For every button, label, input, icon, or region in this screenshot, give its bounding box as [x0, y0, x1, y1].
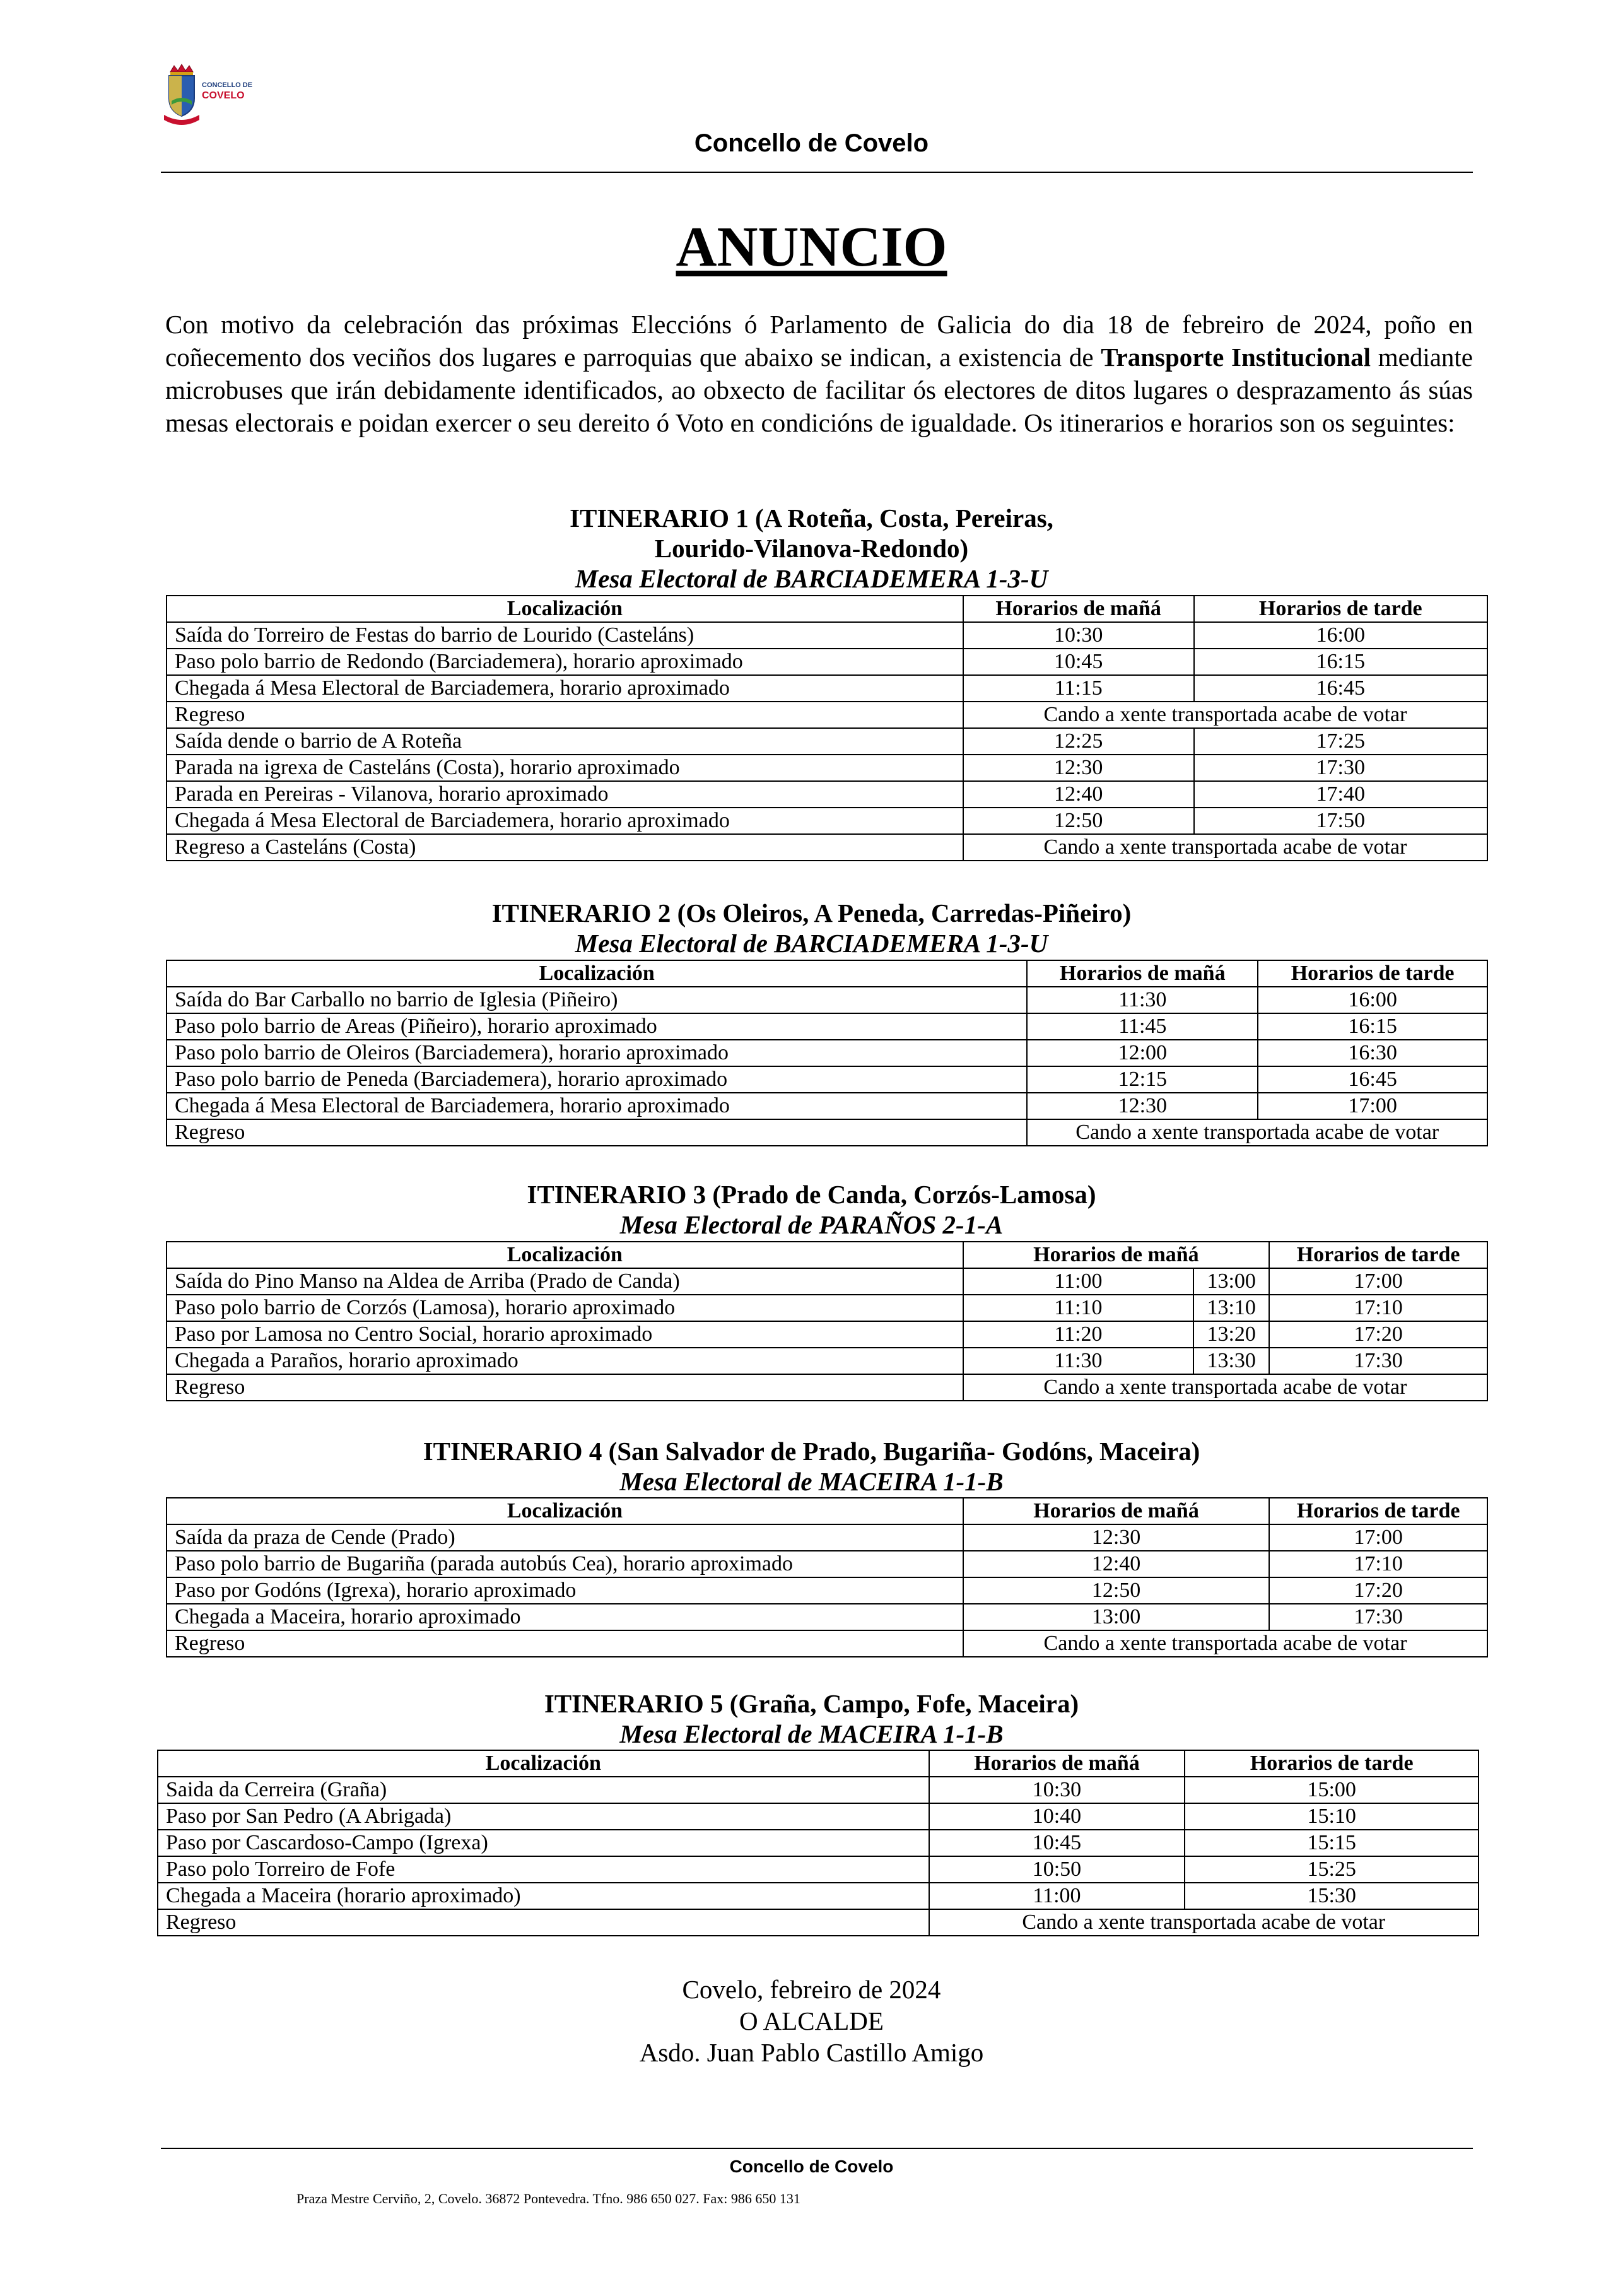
- col-header-location: Localización: [167, 1498, 963, 1524]
- location-cell: Paso por Cascardoso-Campo (Igrexa): [158, 1830, 929, 1856]
- location-cell: Chegada á Mesa Electoral de Barciademera, horario aproximado: [167, 1093, 1027, 1119]
- itinerary-2-title: ITINERARIO 2 (Os Oleiros, A Peneda, Carredas-Piñeiro): [491, 898, 1132, 927]
- itinerary-5-table: [157, 1750, 1479, 1936]
- table-row: [167, 1040, 1487, 1066]
- table-row: [167, 1348, 1487, 1374]
- location-cell: Saída do Pino Manso na Aldea de Arriba (Prado de Canda): [167, 1268, 963, 1295]
- morning-time-cell: 12:00: [1027, 1040, 1258, 1066]
- table-row: [167, 1268, 1487, 1295]
- table-row: [167, 987, 1487, 1013]
- itinerary-5-mesa: Mesa Electoral de MACEIRA 1-1-B: [619, 1719, 1004, 1748]
- table-row: [167, 1551, 1487, 1577]
- table-row: [167, 1604, 1487, 1630]
- afternoon-time-cell: 16:15: [1258, 1013, 1487, 1040]
- col-header-morning: Horarios de mañá: [963, 1498, 1269, 1524]
- location-cell: Regreso: [167, 1374, 963, 1401]
- col-header-morning: Horarios de mañá: [963, 596, 1194, 622]
- table-header-row: [167, 1498, 1487, 1524]
- afternoon-time-cell: 17:20: [1269, 1577, 1487, 1604]
- table-row: [167, 808, 1487, 834]
- announcement-intro: [165, 308, 1473, 439]
- midday-time-cell: 13:10: [1193, 1295, 1269, 1321]
- itinerary-3-heading: [0, 1179, 1623, 1240]
- afternoon-time-cell: 17:40: [1194, 781, 1487, 808]
- table-row: [167, 1630, 1487, 1657]
- table-row: [167, 728, 1487, 755]
- itinerary-4-title: ITINERARIO 4 (San Salvador de Prado, Bugariña- Godóns, Maceira): [423, 1437, 1200, 1466]
- table-row: [158, 1777, 1479, 1803]
- location-cell: Paso polo Torreiro de Fofe: [158, 1856, 929, 1883]
- location-cell: Saida da Cerreira (Graña): [158, 1777, 929, 1803]
- announcement-heading: ANUNCIO: [676, 216, 947, 278]
- table-row: [158, 1803, 1479, 1830]
- table-row: [167, 1295, 1487, 1321]
- col-header-morning: Horarios de mañá: [929, 1750, 1185, 1777]
- location-cell: Paso polo barrio de Corzós (Lamosa), horario aproximado: [167, 1295, 963, 1321]
- itinerary-1-heading: [0, 503, 1623, 594]
- footer-address: Praza Mestre Cerviño, 2, Covelo. 36872 Pontevedra. Tfno. 986 650 027. Fax: 986 650 131: [296, 2191, 800, 2206]
- morning-time-cell: 11:30: [963, 1348, 1194, 1374]
- table-row: [158, 1909, 1479, 1936]
- morning-time-cell: 12:40: [963, 1551, 1269, 1577]
- itinerary-1-title-line1: ITINERARIO 1 (A Roteña, Costa, Pereiras,: [570, 503, 1053, 533]
- morning-time-cell: 12:50: [963, 1577, 1269, 1604]
- header-rule: [161, 172, 1473, 173]
- col-header-afternoon: Horarios de tarde: [1194, 596, 1487, 622]
- morning-time-cell: 11:00: [963, 1268, 1194, 1295]
- signature-place-date: Covelo, febreiro de 2024: [682, 1975, 941, 2004]
- signature-block: [0, 1974, 1623, 2068]
- col-header-location: Localización: [167, 596, 963, 622]
- col-header-location: Localización: [167, 1242, 963, 1268]
- location-cell: Saída dende o barrio de A Roteña: [167, 728, 963, 755]
- location-cell: Paso por Lamosa no Centro Social, horario aproximado: [167, 1321, 963, 1348]
- return-note-cell: Cando a xente transportada acabe de votar: [1027, 1119, 1487, 1146]
- table-row: [167, 622, 1487, 649]
- table-row: [167, 755, 1487, 781]
- location-cell: Paso por San Pedro (A Abrigada): [158, 1803, 929, 1830]
- location-cell: Paso polo barrio de Areas (Piñeiro), horario aproximado: [167, 1013, 1027, 1040]
- table-row: [158, 1830, 1479, 1856]
- morning-time-cell: 10:45: [963, 649, 1194, 675]
- return-note-cell: Cando a xente transportada acabe de votar: [963, 834, 1487, 861]
- itinerary-2-table: [166, 960, 1488, 1146]
- svg-text:COVELO: COVELO: [202, 90, 245, 101]
- morning-time-cell: 10:30: [963, 622, 1194, 649]
- afternoon-time-cell: 17:10: [1269, 1295, 1487, 1321]
- afternoon-time-cell: 17:30: [1269, 1348, 1487, 1374]
- table-row: [158, 1883, 1479, 1909]
- itinerary-3-title: ITINERARIO 3 (Prado de Canda, Corzós-Lamosa): [527, 1180, 1096, 1209]
- table-row: [167, 781, 1487, 808]
- afternoon-time-cell: 15:30: [1185, 1883, 1479, 1909]
- table-row: [167, 675, 1487, 702]
- afternoon-time-cell: 16:00: [1258, 987, 1487, 1013]
- location-cell: Parada na igrexa de Casteláns (Costa), horario aproximado: [167, 755, 963, 781]
- itinerary-2-mesa: Mesa Electoral de BARCIADEMERA 1-3-U: [575, 929, 1048, 958]
- location-cell: Paso polo barrio de Oleiros (Barciademera), horario aproximado: [167, 1040, 1027, 1066]
- itinerary-2-heading: [0, 898, 1623, 958]
- afternoon-time-cell: 16:00: [1194, 622, 1487, 649]
- afternoon-time-cell: 16:45: [1258, 1066, 1487, 1093]
- morning-time-cell: 11:45: [1027, 1013, 1258, 1040]
- col-header-afternoon: Horarios de tarde: [1269, 1242, 1487, 1268]
- return-note-cell: Cando a xente transportada acabe de votar: [963, 702, 1487, 728]
- morning-time-cell: 11:30: [1027, 987, 1258, 1013]
- itinerary-1-title-line2: Lourido-Vilanova-Redondo): [654, 534, 969, 563]
- morning-time-cell: 12:30: [963, 755, 1194, 781]
- table-row: [167, 702, 1487, 728]
- table-row: [167, 1119, 1487, 1146]
- location-cell: Regreso: [167, 702, 963, 728]
- morning-time-cell: 12:15: [1027, 1066, 1258, 1093]
- afternoon-time-cell: 17:10: [1269, 1551, 1487, 1577]
- table-row: [167, 1013, 1487, 1040]
- table-row: [167, 1093, 1487, 1119]
- morning-time-cell: 12:30: [1027, 1093, 1258, 1119]
- intro-text-start: Con motivo da celebración das próximas Eleccións ó Parlamento de Galicia do dia 18 de febreiro de 2024, poño en coñecemento dos veciños dos lugares e parroquias que abaixo se indican, a existencia de: [165, 310, 1473, 372]
- svg-text:CONCELLO DE: CONCELLO DE: [202, 81, 253, 89]
- morning-time-cell: 11:10: [963, 1295, 1194, 1321]
- coat-of-arms-icon: [163, 63, 270, 132]
- location-cell: Regreso: [167, 1630, 963, 1657]
- morning-time-cell: 11:00: [929, 1883, 1185, 1909]
- table-header-row: [167, 1242, 1487, 1268]
- table-header-row: [167, 596, 1487, 622]
- table-row: [167, 1066, 1487, 1093]
- location-cell: Paso polo barrio de Peneda (Barciademera), horario aproximado: [167, 1066, 1027, 1093]
- afternoon-time-cell: 17:30: [1269, 1604, 1487, 1630]
- table-row: [158, 1856, 1479, 1883]
- afternoon-time-cell: 17:25: [1194, 728, 1487, 755]
- afternoon-time-cell: 17:50: [1194, 808, 1487, 834]
- col-header-morning: Horarios de mañá: [1027, 960, 1258, 987]
- col-header-location: Localización: [167, 960, 1027, 987]
- afternoon-time-cell: 16:30: [1258, 1040, 1487, 1066]
- afternoon-time-cell: 15:00: [1185, 1777, 1479, 1803]
- return-note-cell: Cando a xente transportada acabe de votar: [963, 1630, 1487, 1657]
- midday-time-cell: 13:00: [1193, 1268, 1269, 1295]
- return-note-cell: Cando a xente transportada acabe de votar: [963, 1374, 1487, 1401]
- intro-highlight: Transporte Institucional: [1101, 343, 1371, 372]
- table-row: [167, 649, 1487, 675]
- location-cell: Paso por Godóns (Igrexa), horario aproximado: [167, 1577, 963, 1604]
- location-cell: Saída da praza de Cende (Prado): [167, 1524, 963, 1551]
- midday-time-cell: 13:20: [1193, 1321, 1269, 1348]
- morning-time-cell: 10:30: [929, 1777, 1185, 1803]
- morning-time-cell: 12:50: [963, 808, 1194, 834]
- afternoon-time-cell: 17:00: [1269, 1524, 1487, 1551]
- afternoon-time-cell: 17:20: [1269, 1321, 1487, 1348]
- afternoon-time-cell: 17:30: [1194, 755, 1487, 781]
- col-header-location: Localización: [158, 1750, 929, 1777]
- location-cell: Chegada á Mesa Electoral de Barciademera, horario aproximado: [167, 675, 963, 702]
- location-cell: Regreso: [167, 1119, 1027, 1146]
- col-header-morning: Horarios de mañá: [963, 1242, 1269, 1268]
- morning-time-cell: 11:20: [963, 1321, 1194, 1348]
- location-cell: Saída do Torreiro de Festas do barrio de Lourido (Casteláns): [167, 622, 963, 649]
- location-cell: Chegada a Maceira (horario aproximado): [158, 1883, 929, 1909]
- itinerary-4-table: [166, 1497, 1488, 1657]
- morning-time-cell: 10:45: [929, 1830, 1185, 1856]
- concello-logo: [163, 63, 270, 132]
- footer-rule: [161, 2148, 1473, 2149]
- afternoon-time-cell: 16:45: [1194, 675, 1487, 702]
- midday-time-cell: 13:30: [1193, 1348, 1269, 1374]
- morning-time-cell: 10:40: [929, 1803, 1185, 1830]
- table-row: [167, 1577, 1487, 1604]
- morning-time-cell: 12:25: [963, 728, 1194, 755]
- itinerary-4-heading: [0, 1436, 1623, 1497]
- table-row: [167, 1321, 1487, 1348]
- table-header-row: [167, 960, 1487, 987]
- return-note-cell: Cando a xente transportada acabe de votar: [929, 1909, 1479, 1936]
- table-row: [167, 1524, 1487, 1551]
- morning-time-cell: 12:30: [963, 1524, 1269, 1551]
- morning-time-cell: 11:15: [963, 675, 1194, 702]
- afternoon-time-cell: 15:15: [1185, 1830, 1479, 1856]
- col-header-afternoon: Horarios de tarde: [1185, 1750, 1479, 1777]
- location-cell: Regreso a Casteláns (Costa): [167, 834, 963, 861]
- location-cell: Paso polo barrio de Bugariña (parada autobús Cea), horario aproximado: [167, 1551, 963, 1577]
- signature-role: O ALCALDE: [739, 2006, 884, 2035]
- col-header-afternoon: Horarios de tarde: [1258, 960, 1487, 987]
- table-row: [167, 834, 1487, 861]
- table-row: [167, 1374, 1487, 1401]
- location-cell: Paso polo barrio de Redondo (Barciademera), horario aproximado: [167, 649, 963, 675]
- morning-time-cell: 10:50: [929, 1856, 1185, 1883]
- itinerary-4-mesa: Mesa Electoral de MACEIRA 1-1-B: [619, 1467, 1004, 1496]
- morning-time-cell: 13:00: [963, 1604, 1269, 1630]
- afternoon-time-cell: 15:10: [1185, 1803, 1479, 1830]
- itinerary-3-mesa: Mesa Electoral de PARAÑOS 2-1-A: [619, 1210, 1004, 1239]
- location-cell: Regreso: [158, 1909, 929, 1936]
- itinerary-3-table: [166, 1241, 1488, 1401]
- signature-name: Asdo. Juan Pablo Castillo Amigo: [639, 2038, 984, 2067]
- itinerary-5-heading: [0, 1688, 1623, 1749]
- itinerary-5-title: ITINERARIO 5 (Graña, Campo, Fofe, Maceira): [544, 1689, 1079, 1718]
- afternoon-time-cell: 17:00: [1258, 1093, 1487, 1119]
- header-title: Concello de Covelo: [694, 129, 929, 157]
- location-cell: Chegada a Maceira, horario aproximado: [167, 1604, 963, 1630]
- morning-time-cell: 12:40: [963, 781, 1194, 808]
- location-cell: Saída do Bar Carballo no barrio de Iglesia (Piñeiro): [167, 987, 1027, 1013]
- afternoon-time-cell: 17:00: [1269, 1268, 1487, 1295]
- afternoon-time-cell: 15:25: [1185, 1856, 1479, 1883]
- footer-title: Concello de Covelo: [729, 2157, 894, 2176]
- location-cell: Chegada a Paraños, horario aproximado: [167, 1348, 963, 1374]
- location-cell: Parada en Pereiras - Vilanova, horario aproximado: [167, 781, 963, 808]
- location-cell: Chegada á Mesa Electoral de Barciademera, horario aproximado: [167, 808, 963, 834]
- intro-text-end: mediante microbuses que irán debidamente identificados, ao obxecto de facilitar ós electores de ditos lugares o desprazamento ás súas mesas electorais e poidan exercer o seu dereito ó Voto en condicións de igualdade. Os itinerarios e horarios son os seguintes:: [165, 343, 1473, 437]
- itinerary-1-mesa: Mesa Electoral de BARCIADEMERA 1-3-U: [575, 564, 1048, 593]
- col-header-afternoon: Horarios de tarde: [1269, 1498, 1487, 1524]
- itinerary-1-table: [166, 595, 1488, 861]
- afternoon-time-cell: 16:15: [1194, 649, 1487, 675]
- table-header-row: [158, 1750, 1479, 1777]
